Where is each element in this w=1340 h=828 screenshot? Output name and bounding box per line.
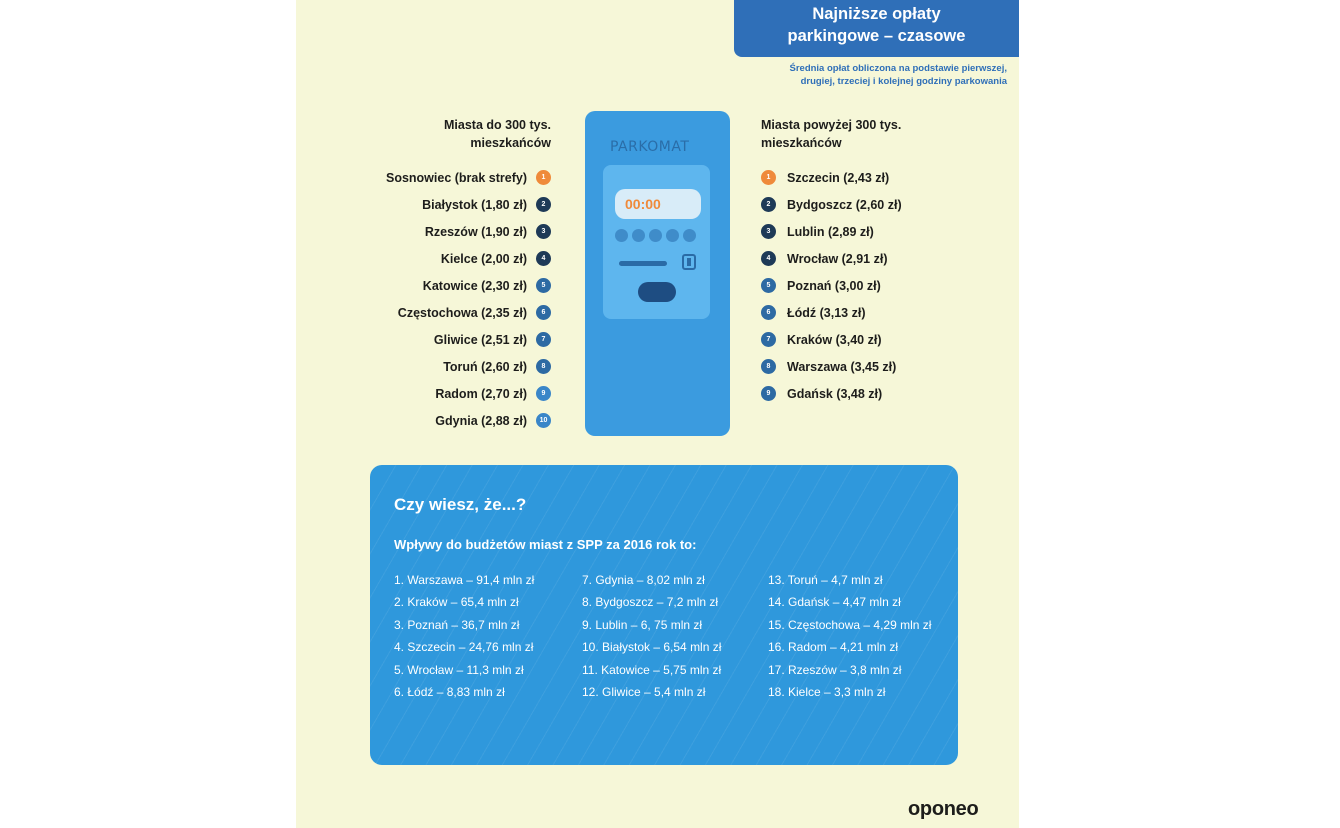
right-heading-line-1: Miasta powyżej 300 tys. xyxy=(761,118,902,132)
rank-badge: 10 xyxy=(536,413,551,428)
city-label: Rzeszów (1,90 zł) xyxy=(424,224,527,239)
rank-badge: 7 xyxy=(761,332,776,347)
list-item: 16. Radom – 4,21 mln zł xyxy=(768,640,899,655)
rank-badge: 3 xyxy=(536,224,551,239)
rank-badge: 2 xyxy=(761,197,776,212)
parking-meter-panel xyxy=(603,165,710,319)
rank-badge: 9 xyxy=(761,386,776,401)
right-column-heading xyxy=(761,116,961,152)
left-heading-line-1: Miasta do 300 tys. xyxy=(444,118,551,132)
list-item xyxy=(761,191,902,218)
list-item xyxy=(386,407,551,434)
card-slot-icon xyxy=(682,254,696,270)
list-item: 18. Kielce – 3,3 mln zł xyxy=(768,684,886,699)
rank-badge: 1 xyxy=(761,170,776,185)
small-cities-list xyxy=(386,164,551,434)
city-label: Sosnowiec (brak strefy) xyxy=(385,170,527,185)
oponeo-logo: oponeo xyxy=(908,798,979,820)
list-item: 14. Gdańsk – 4,47 mln zł xyxy=(768,595,901,610)
rank-badge: 6 xyxy=(536,305,551,320)
city-label: Częstochowa (2,35 zł) xyxy=(397,305,527,320)
list-item: 1. Warszawa – 91,4 mln zł xyxy=(394,573,535,587)
revenue-column-2 xyxy=(582,569,721,703)
list-item xyxy=(386,326,551,353)
list-item: 3. Poznań – 36,7 mln zł xyxy=(394,617,520,632)
title-line-2: parkingowe – czasowe xyxy=(787,27,966,45)
rank-badge: 8 xyxy=(761,359,776,374)
city-label: Gliwice (2,51 zł) xyxy=(433,332,527,347)
list-item xyxy=(761,272,902,299)
list-item xyxy=(386,218,551,245)
list-item xyxy=(761,380,902,407)
list-item xyxy=(386,380,551,407)
subtitle-line-1: Średnia opłat obliczona na podstawie pierwszej, xyxy=(789,63,1007,74)
rank-badge: 1 xyxy=(536,170,551,185)
rank-badge: 5 xyxy=(761,278,776,293)
list-item xyxy=(386,191,551,218)
list-item xyxy=(386,164,551,191)
parking-meter-display xyxy=(615,189,701,219)
city-label: Radom (2,70 zł) xyxy=(435,386,527,401)
keypad-dot xyxy=(615,229,628,242)
title-banner xyxy=(734,0,1019,57)
did-you-know-box xyxy=(370,465,958,765)
city-label: Bydgoszcz (2,60 zł) xyxy=(787,197,902,212)
city-label: Białystok (1,80 zł) xyxy=(422,197,527,212)
keypad-dot xyxy=(649,229,662,242)
left-heading-line-2: mieszkańców xyxy=(470,136,551,150)
list-item xyxy=(761,218,902,245)
rank-badge: 8 xyxy=(536,359,551,374)
city-label: Poznań (3,00 zł) xyxy=(787,278,881,293)
rank-badge: 4 xyxy=(761,251,776,266)
city-label: Toruń (2,60 zł) xyxy=(443,359,527,374)
list-item: 7. Gdynia – 8,02 mln zł xyxy=(582,573,705,587)
rank-badge: 9 xyxy=(536,386,551,401)
list-item: 13. Toruń – 4,7 mln zł xyxy=(768,573,883,587)
list-item xyxy=(761,299,902,326)
city-label: Kraków (3,40 zł) xyxy=(787,332,882,347)
subtitle xyxy=(707,62,1007,88)
subtitle-line-2: drugiej, trzeciej i kolejnej godziny parkowania xyxy=(800,76,1007,87)
city-label: Warszawa (3,45 zł) xyxy=(787,359,897,374)
list-item: 5. Wrocław – 11,3 mln zł xyxy=(394,662,524,677)
revenue-column-3 xyxy=(768,569,931,703)
list-item: 9. Lublin – 6, 75 mln zł xyxy=(582,617,703,632)
rank-badge: 3 xyxy=(761,224,776,239)
city-label: Kielce (2,00 zł) xyxy=(440,251,527,266)
list-item: 8. Bydgoszcz – 7,2 mln zł xyxy=(582,595,719,610)
keypad-dot xyxy=(683,229,696,242)
list-item xyxy=(761,353,902,380)
list-item: 12. Gliwice – 5,4 mln zł xyxy=(582,684,706,699)
info-subtitle: Wpływy do budżetów miast z SPP za 2016 rok to: xyxy=(394,537,697,552)
keypad-dots xyxy=(615,229,696,242)
list-item xyxy=(761,326,902,353)
city-label: Gdańsk (3,48 zł) xyxy=(787,386,883,401)
city-label: Szczecin (2,43 zł) xyxy=(787,170,890,185)
city-label: Gdynia (2,88 zł) xyxy=(435,413,527,428)
large-cities-list xyxy=(761,164,902,407)
rank-badge: 7 xyxy=(536,332,551,347)
list-item: 4. Szczecin – 24,76 mln zł xyxy=(394,640,534,655)
info-title: Czy wiesz, że...? xyxy=(394,495,527,514)
list-item xyxy=(761,245,902,272)
city-label: Lublin (2,89 zł) xyxy=(787,224,874,239)
list-item xyxy=(386,272,551,299)
rank-badge: 5 xyxy=(536,278,551,293)
meter-button xyxy=(638,282,676,302)
list-item: 2. Kraków – 65,4 mln zł xyxy=(394,595,519,610)
list-item xyxy=(761,164,902,191)
revenue-column-1 xyxy=(394,569,534,703)
keypad-dot xyxy=(666,229,679,242)
coin-slot xyxy=(619,261,667,266)
list-item: 15. Częstochowa – 4,29 mln zł xyxy=(768,617,932,632)
list-item: 6. Łódź – 8,83 mln zł xyxy=(394,684,505,699)
city-label: Wrocław (2,91 zł) xyxy=(787,251,888,266)
left-column-heading xyxy=(351,116,551,152)
city-label: Katowice (2,30 zł) xyxy=(422,278,527,293)
list-item xyxy=(386,299,551,326)
rank-badge: 4 xyxy=(536,251,551,266)
list-item xyxy=(386,353,551,380)
title-line-1: Najniższe opłaty xyxy=(812,5,941,23)
list-item xyxy=(386,245,551,272)
parking-meter-illustration xyxy=(585,111,730,436)
rank-badge: 2 xyxy=(536,197,551,212)
list-item: 17. Rzeszów – 3,8 mln zł xyxy=(768,662,902,677)
keypad-dot xyxy=(632,229,645,242)
parking-meter-label: PARKOMAT xyxy=(610,139,690,155)
rank-badge: 6 xyxy=(761,305,776,320)
display-time: 00:00 xyxy=(625,196,661,212)
city-label: Łódź (3,13 zł) xyxy=(787,305,866,320)
list-item: 10. Białystok – 6,54 mln zł xyxy=(582,640,722,655)
list-item: 11. Katowice – 5,75 mln zł xyxy=(582,662,722,677)
right-heading-line-2: mieszkańców xyxy=(761,136,842,150)
